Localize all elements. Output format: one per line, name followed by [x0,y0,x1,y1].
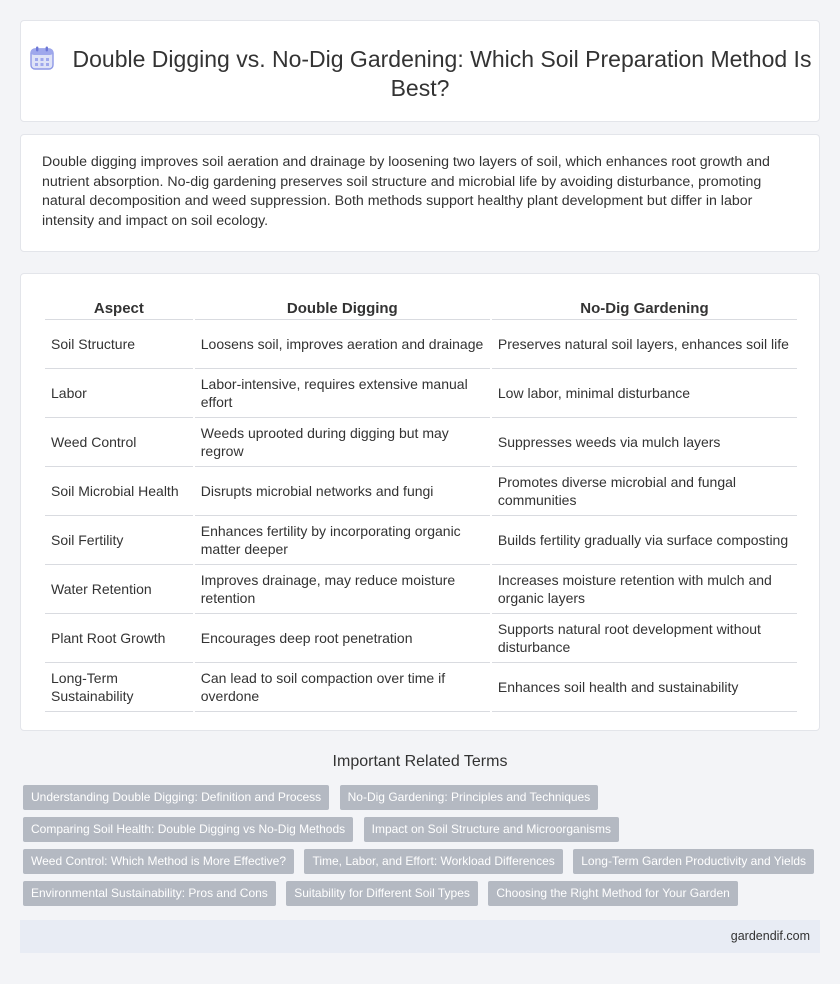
aspect-cell: Soil Structure [45,320,193,369]
table-row [45,418,797,467]
double-digging-cell: Improves drainage, may reduce moisture retention [195,565,490,614]
double-digging-cell: Enhances fertility by incorporating organic matter deeper [195,516,490,565]
page-title-text: Double Digging vs. No-Dig Gardening: Which Soil Preparation Method Is Best? [72,46,812,101]
double-digging-cell: Labor-intensive, requires extensive manual effort [195,369,490,418]
aspect-cell: Labor [45,369,193,418]
double-digging-cell: Loosens soil, improves aeration and drainage [195,320,490,369]
table-row [45,663,797,712]
related-term-tag[interactable]: Comparing Soil Health: Double Digging vs No-Dig Methods [23,817,353,842]
no-dig-cell: Increases moisture retention with mulch and organic layers [492,565,797,614]
tag-row [23,817,823,849]
table-row [45,320,797,369]
related-term-tag[interactable]: Choosing the Right Method for Your Garden [488,881,737,906]
title-card [20,20,820,122]
footer [20,920,820,953]
no-dig-cell: Low labor, minimal disturbance [492,369,797,418]
page-title [21,45,819,103]
double-digging-cell: Encourages deep root penetration [195,614,490,663]
aspect-cell: Soil Fertility [45,516,193,565]
calendar-icon [29,45,55,71]
table-row [45,467,797,516]
aspect-cell: Water Retention [45,565,193,614]
no-dig-cell: Enhances soil health and sustainability [492,663,797,712]
intro-card [20,134,820,252]
double-digging-cell: Can lead to soil compaction over time if overdone [195,663,490,712]
double-digging-cell: Weeds uprooted during digging but may regrow [195,418,490,467]
no-dig-cell: Supports natural root development without disturbance [492,614,797,663]
intro-paragraph: Double digging improves soil aeration and drainage by loosening two layers of soil, which enhances root growth and nutrient absorption. No-dig gardening preserves soil structure and microbial life by avoiding disturbance, promoting natural decomposition and weed suppression. Both methods support healthy plant development but differ in labor intensity and impact on soil ecology. [42,154,770,229]
header-double-digging: Double Digging [195,294,490,320]
double-digging-cell: Disrupts microbial networks and fungi [195,467,490,516]
tag-row [23,849,823,881]
comparison-table [43,294,799,712]
tag-row [23,881,823,913]
related-term-tag[interactable]: Understanding Double Digging: Definition and Process [23,785,329,810]
table-row [45,516,797,565]
footer-site-link[interactable]: gardendif.com [730,929,810,943]
aspect-cell: Plant Root Growth [45,614,193,663]
related-terms-list [23,785,823,913]
aspect-cell: Soil Microbial Health [45,467,193,516]
aspect-cell: Long-Term Sustainability [45,663,193,712]
related-term-tag[interactable]: Suitability for Different Soil Types [286,881,478,906]
related-term-tag[interactable]: Time, Labor, and Effort: Workload Differences [304,849,562,874]
related-terms-heading: Important Related Terms [332,753,508,770]
no-dig-cell: Builds fertility gradually via surface composting [492,516,797,565]
aspect-cell: Weed Control [45,418,193,467]
header-aspect: Aspect [45,294,193,320]
header-no-dig: No-Dig Gardening [492,294,797,320]
no-dig-cell: Suppresses weeds via mulch layers [492,418,797,467]
table-row [45,614,797,663]
related-term-tag[interactable]: Environmental Sustainability: Pros and Cons [23,881,276,906]
related-term-tag[interactable]: Weed Control: Which Method is More Effective? [23,849,294,874]
related-term-tag[interactable]: No-Dig Gardening: Principles and Techniques [340,785,599,810]
no-dig-cell: Promotes diverse microbial and fungal communities [492,467,797,516]
no-dig-cell: Preserves natural soil layers, enhances soil life [492,320,797,369]
table-row [45,369,797,418]
tag-row [23,785,823,817]
table-row [45,565,797,614]
related-term-tag[interactable]: Impact on Soil Structure and Microorganisms [364,817,619,842]
related-term-tag[interactable]: Long-Term Garden Productivity and Yields [573,849,814,874]
comparison-table-card [20,273,820,731]
table-header-row [45,294,797,320]
